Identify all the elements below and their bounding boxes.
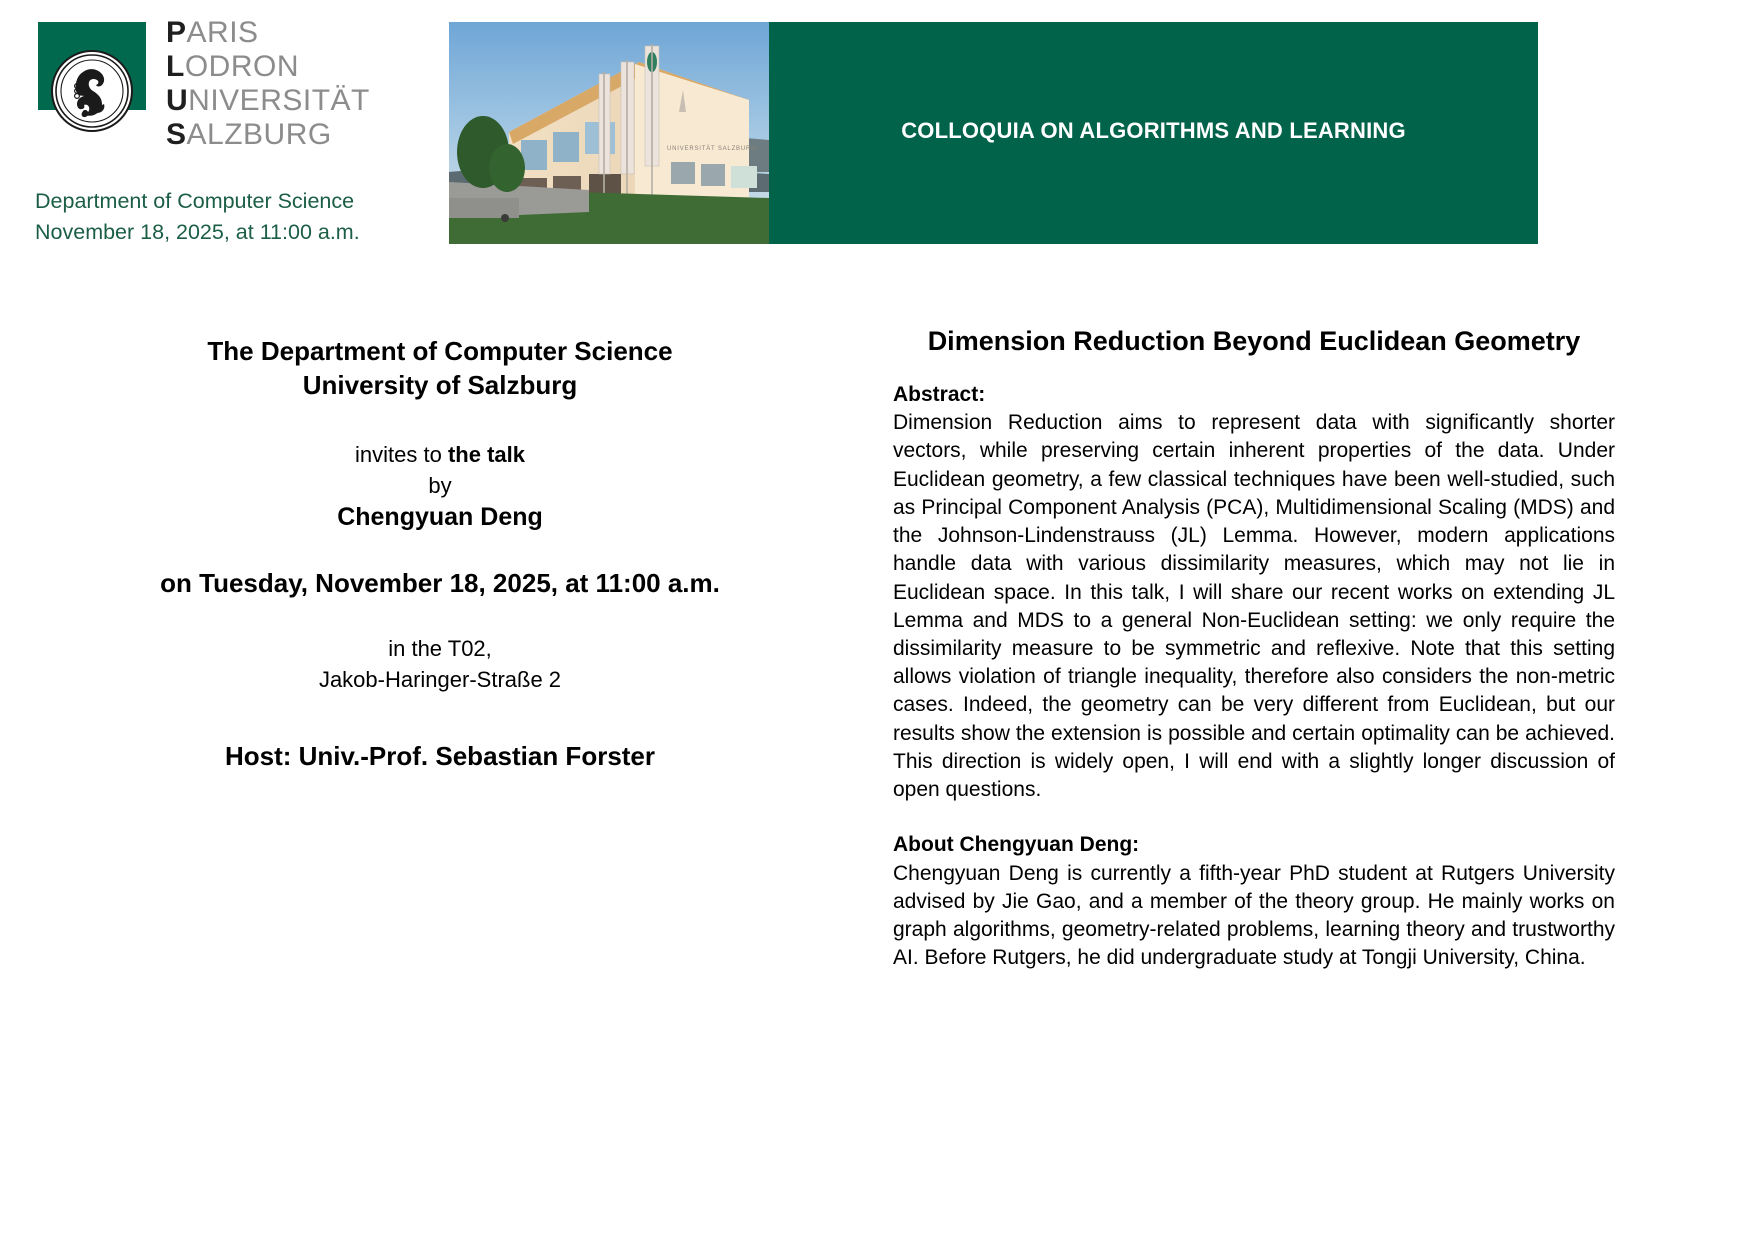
department-name: Department of Computer Science bbox=[35, 189, 355, 213]
event-date-subtitle: November 18, 2025, at 11:00 a.m. bbox=[35, 219, 360, 244]
banner-title: COLLOQUIA ON ALGORITHMS AND LEARNING bbox=[901, 118, 1406, 143]
logo-word-line-1: LODRON bbox=[166, 50, 299, 83]
venue-address: Jakob-Haringer-Straße 2 bbox=[318, 666, 562, 692]
about-speaker-text: Chengyuan Deng is currently a fifth-year PhD student at Rutgers University advised by Jie Gao, and a member of the theory group. He mainly works on graph algorithms, geometry-related problems, learning theory and trustworthy AI. Before Rutgers, he did undergraduate study at Tongji University, China. bbox=[893, 861, 1615, 970]
by-label: by bbox=[428, 472, 452, 498]
abstract-label: Abstract: bbox=[893, 382, 986, 406]
spacer bbox=[100, 403, 780, 439]
spacer bbox=[100, 534, 780, 568]
logo-wordmark bbox=[166, 18, 370, 154]
logo-word-line-2: UNIVERSITÄT bbox=[166, 84, 370, 117]
inviting-organization bbox=[100, 335, 780, 403]
invites-line bbox=[100, 439, 780, 470]
logo-word-line-0: PARIS bbox=[166, 16, 259, 49]
university-logo bbox=[38, 16, 418, 182]
venue-room: in the T02, bbox=[388, 635, 492, 661]
invites-prefix: invites to bbox=[355, 441, 448, 467]
logo-word-line-3: SALZBURG bbox=[166, 118, 332, 151]
colloquia-banner bbox=[769, 22, 1538, 244]
talk-details bbox=[893, 325, 1615, 973]
spacer bbox=[893, 804, 1615, 831]
svg-text:UNIVERSITÄT SALZBURG: UNIVERSITÄT SALZBURG bbox=[667, 146, 757, 152]
org-line-2: University of Salzburg bbox=[302, 369, 578, 400]
building-photo bbox=[449, 22, 769, 244]
invites-bold: the talk bbox=[447, 441, 525, 467]
plus-logo-mark bbox=[38, 22, 146, 130]
poster-header bbox=[0, 0, 1755, 280]
talk-title: Dimension Reduction Beyond Euclidean Geometry bbox=[927, 326, 1581, 356]
department-info bbox=[35, 186, 360, 247]
org-line-1: The Department of Computer Science bbox=[207, 336, 673, 366]
abstract-text: Dimension Reduction aims to represent data with significantly shorter vectors, while preserving certain inherent properties of the data. Under Euclidean geometry, a few classical techniques have been well-studied, such as Principal Component Analysis (PCA), Multidimensional Scaling (MDS) and the Johnson-Lindenstrauss (JL) Lemma. However, modern applications handle data with various dissimilarity measures, which may not lie in Euclidean space. In this talk, I will share our recent works on extending JL Lemma and MDS to a general Non-Euclidean setting: we only require the dissimilarity measure to be symmetric and reflexive. Note that this setting allows violation of triangle inequality, therefore also considers the non-metric cases. Indeed, the geometry can be very different from Euclidean, but our results show the extension is possible and certain optimality can be achieved. This direction is widely open, I will end with a slightly longer discussion of open questions. bbox=[893, 411, 1615, 802]
spacer bbox=[100, 599, 780, 633]
speaker-name: Chengyuan Deng bbox=[337, 503, 543, 532]
host-line: Host: Univ.-Prof. Sebastian Forster bbox=[224, 741, 656, 772]
salzburg-lion-seal-icon bbox=[51, 50, 133, 132]
talk-datetime: on Tuesday, November 18, 2025, at 11:00 a.m. bbox=[160, 567, 720, 598]
spacer bbox=[100, 695, 780, 741]
about-speaker-label: About Chengyuan Deng: bbox=[893, 833, 1140, 857]
invitation-block bbox=[100, 335, 780, 772]
